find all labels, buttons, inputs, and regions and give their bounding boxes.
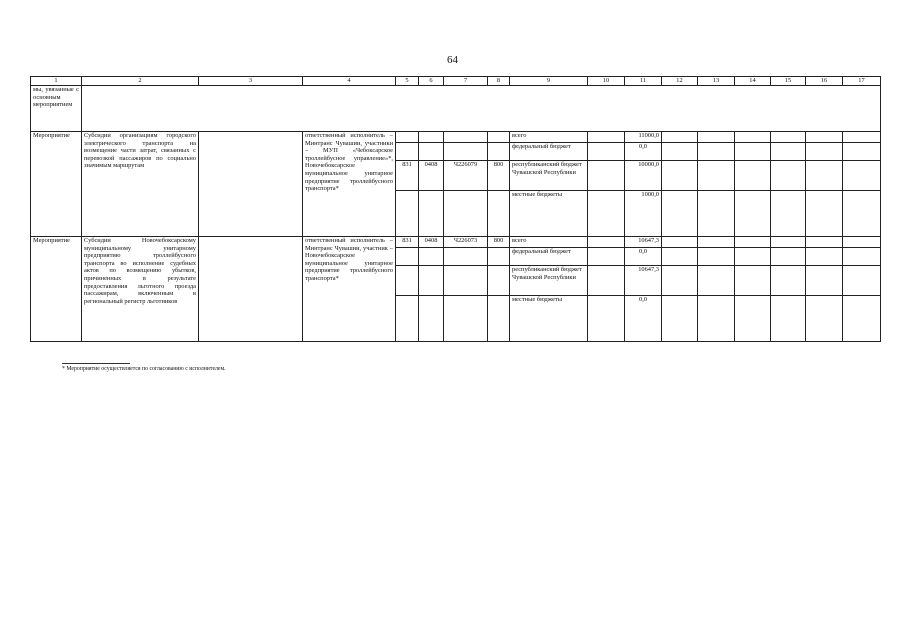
empty-cell xyxy=(735,143,771,161)
empty-cell xyxy=(698,132,735,143)
empty-cell xyxy=(735,191,771,237)
source-label: местные бюджеты xyxy=(510,191,588,237)
empty-cell xyxy=(735,161,771,191)
program-table xyxy=(30,76,881,342)
grbs-code: 831 xyxy=(396,237,419,248)
empty-cell xyxy=(662,143,698,161)
vr-cell xyxy=(488,132,510,143)
empty-cell xyxy=(588,296,625,342)
source-value: 0,0 xyxy=(625,296,662,342)
empty-cell xyxy=(843,161,881,191)
col-num: 11 xyxy=(625,77,662,86)
col-num: 9 xyxy=(510,77,588,86)
continuation-empty xyxy=(82,86,881,132)
source-label: республиканский бюджет Чувашской Республики xyxy=(510,266,588,296)
empty-cell xyxy=(662,248,698,266)
empty-cell xyxy=(843,191,881,237)
col-num: 5 xyxy=(396,77,419,86)
col-num: 8 xyxy=(488,77,510,86)
empty-cell xyxy=(806,248,843,266)
table-row xyxy=(31,237,881,248)
executor: ответственный исполнитель – Минтранс Чувашии, участник – Новочебоксарское муниципальное унитарное предприятие троллейбусного транспорта* xyxy=(303,237,396,342)
col-num: 15 xyxy=(771,77,806,86)
empty-cell xyxy=(588,248,625,266)
empty-cell xyxy=(588,143,625,161)
source-value: 1000,0 xyxy=(625,191,662,237)
empty-cell xyxy=(735,237,771,248)
col-num: 17 xyxy=(843,77,881,86)
csr-code: Ч226079 xyxy=(444,161,488,191)
col-num: 2 xyxy=(82,77,199,86)
col-num: 6 xyxy=(419,77,444,86)
empty-cell xyxy=(588,191,625,237)
page-number: 64 xyxy=(447,54,458,66)
empty-cell xyxy=(843,237,881,248)
empty-cell xyxy=(698,266,735,296)
column-number-row xyxy=(31,77,881,86)
empty-cell xyxy=(771,161,806,191)
empty-cell xyxy=(698,296,735,342)
grbs-cell xyxy=(396,191,419,237)
empty-cell xyxy=(735,266,771,296)
empty-cell xyxy=(806,132,843,143)
empty-cell xyxy=(698,191,735,237)
csr-cell xyxy=(444,143,488,161)
empty-cell xyxy=(771,237,806,248)
source-value: 11000,0 xyxy=(625,132,662,143)
empty-cell xyxy=(698,143,735,161)
executor: ответственный исполнитель – Минтранс Чувашии, участники – МУП «Чебоксарское троллейбусное управление»*, Новочебоксарское муниципальное унитарное предприятие троллейбусного транспорта* xyxy=(303,132,396,237)
empty-cell xyxy=(698,237,735,248)
footnote: * Мероприятие осуществляется по согласованию с исполнителем. xyxy=(62,366,226,372)
empty-cell xyxy=(771,266,806,296)
source-value: 10000,0 xyxy=(625,161,662,191)
table-row xyxy=(31,132,881,143)
col-num: 10 xyxy=(588,77,625,86)
empty-cell xyxy=(771,191,806,237)
csr-code: Ч226073 xyxy=(444,237,488,248)
empty-cell xyxy=(199,132,303,237)
grbs-cell xyxy=(396,132,419,143)
empty-cell xyxy=(806,296,843,342)
rzpr-cell xyxy=(419,296,444,342)
vr-code: 800 xyxy=(488,237,510,248)
rzpr-cell xyxy=(419,132,444,143)
col-num: 3 xyxy=(199,77,303,86)
empty-cell xyxy=(806,161,843,191)
rzpr-cell xyxy=(419,248,444,266)
row-type: Мероприятие xyxy=(31,237,82,342)
source-value: 0,0 xyxy=(625,143,662,161)
empty-cell xyxy=(806,143,843,161)
grbs-cell xyxy=(396,248,419,266)
source-label: всего xyxy=(510,237,588,248)
source-label: всего xyxy=(510,132,588,143)
empty-cell xyxy=(806,266,843,296)
grbs-cell xyxy=(396,266,419,296)
csr-cell xyxy=(444,132,488,143)
grbs-code: 831 xyxy=(396,161,419,191)
rzpr-cell xyxy=(419,266,444,296)
source-label: федеральный бюджет xyxy=(510,248,588,266)
source-value: 10647,3 xyxy=(625,266,662,296)
col-num: 1 xyxy=(31,77,82,86)
rzpr-cell xyxy=(419,143,444,161)
empty-cell xyxy=(698,248,735,266)
empty-cell xyxy=(806,191,843,237)
source-label: федеральный бюджет xyxy=(510,143,588,161)
empty-cell xyxy=(662,237,698,248)
empty-cell xyxy=(843,296,881,342)
col-num: 16 xyxy=(806,77,843,86)
empty-cell xyxy=(771,132,806,143)
empty-cell xyxy=(199,237,303,342)
empty-cell xyxy=(843,266,881,296)
measure-name: Субсидии организациям городского электрического транспорта на возмещение части затрат, связанных с перевозкой пассажиров по социально значимым маршрутам xyxy=(82,132,199,237)
rzpr-cell xyxy=(419,191,444,237)
csr-cell xyxy=(444,266,488,296)
vr-cell xyxy=(488,143,510,161)
empty-cell xyxy=(771,296,806,342)
empty-cell xyxy=(735,296,771,342)
source-value: 0,0 xyxy=(625,248,662,266)
vr-code: 800 xyxy=(488,161,510,191)
col-num: 13 xyxy=(698,77,735,86)
empty-cell xyxy=(588,161,625,191)
empty-cell xyxy=(735,248,771,266)
empty-cell xyxy=(662,191,698,237)
col-num: 12 xyxy=(662,77,698,86)
continuation-text: мы, увязанные с основным мероприятием xyxy=(31,86,82,132)
vr-cell xyxy=(488,248,510,266)
source-value: 10647,3 xyxy=(625,237,662,248)
measure-name: Субсидии Новочебоксарскому муниципальному унитарному предприятию троллейбусного транспорта во исполнение судебных актов по возмещению убытков, причиненных в результате предоставления льготного проезда пассажирам, включенным в региональный регистр льготников xyxy=(82,237,199,342)
col-num: 14 xyxy=(735,77,771,86)
source-label: республиканский бюджет Чувашской Республики xyxy=(510,161,588,191)
empty-cell xyxy=(588,237,625,248)
empty-cell xyxy=(588,266,625,296)
row-type: Мероприятие xyxy=(31,132,82,237)
empty-cell xyxy=(771,248,806,266)
empty-cell xyxy=(662,161,698,191)
empty-cell xyxy=(588,132,625,143)
vr-cell xyxy=(488,266,510,296)
source-label: местные бюджеты xyxy=(510,296,588,342)
rzpr-code: 0408 xyxy=(419,237,444,248)
empty-cell xyxy=(806,237,843,248)
empty-cell xyxy=(735,132,771,143)
empty-cell xyxy=(698,161,735,191)
empty-cell xyxy=(662,296,698,342)
empty-cell xyxy=(843,143,881,161)
empty-cell xyxy=(771,143,806,161)
empty-cell xyxy=(843,248,881,266)
csr-cell xyxy=(444,296,488,342)
col-num: 7 xyxy=(444,77,488,86)
empty-cell xyxy=(662,132,698,143)
footnote-divider xyxy=(62,363,130,364)
vr-cell xyxy=(488,191,510,237)
continuation-row xyxy=(31,86,881,132)
rzpr-code: 0408 xyxy=(419,161,444,191)
col-num: 4 xyxy=(303,77,396,86)
csr-cell xyxy=(444,191,488,237)
csr-cell xyxy=(444,248,488,266)
grbs-cell xyxy=(396,143,419,161)
empty-cell xyxy=(843,132,881,143)
grbs-cell xyxy=(396,296,419,342)
empty-cell xyxy=(662,266,698,296)
vr-cell xyxy=(488,296,510,342)
